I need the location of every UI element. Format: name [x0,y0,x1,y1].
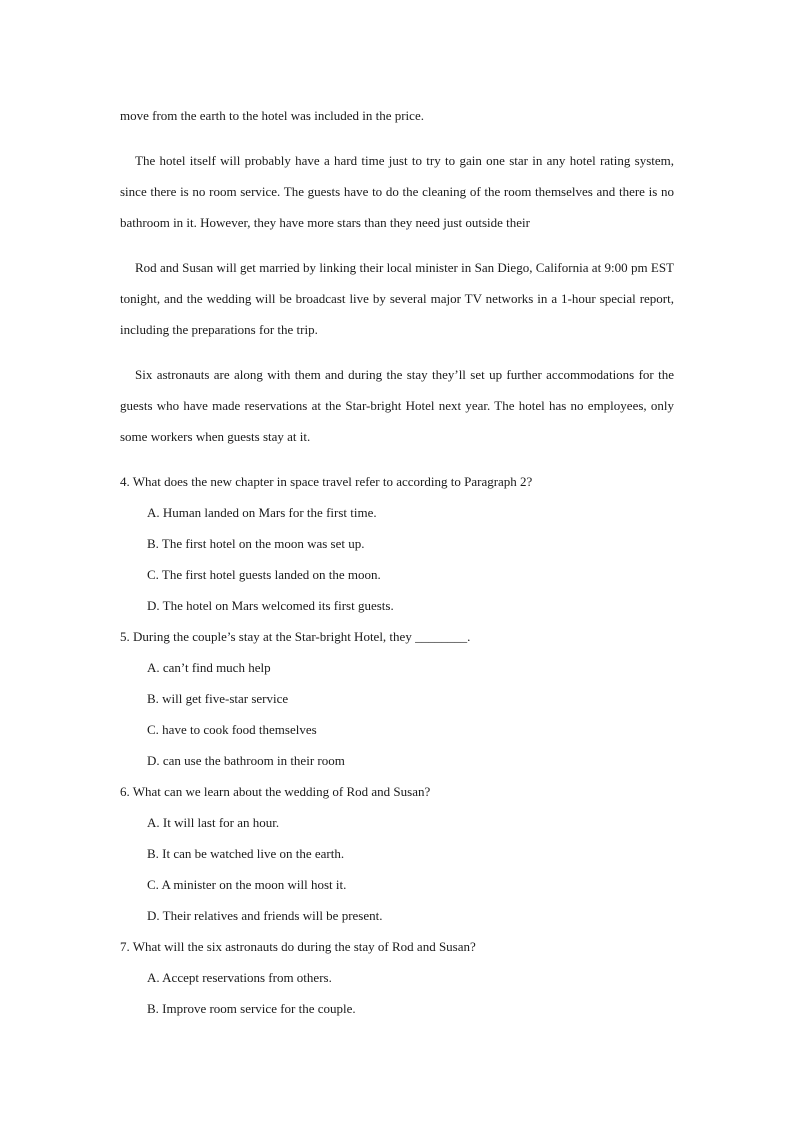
answer-option: A. can’t find much help [147,660,271,675]
answer-option: A. Human landed on Mars for the first time. [147,505,377,520]
answer-option: A. It will last for an hour. [147,815,280,830]
passage-paragraph: move from the earth to the hotel was included in the price. [120,108,424,123]
question-stem: 6. What can we learn about the wedding of Rod and Susan? [120,784,431,799]
question-stem: 4. What does the new chapter in space travel refer to according to Paragraph 2? [120,474,533,489]
question-6 [120,776,674,931]
document-page [120,100,674,1024]
question-list [120,466,674,1024]
passage-paragraph: The hotel itself will probably have a hard time just to try to gain one star in any hotel rating system, since there is no room service. The guests have to do the cleaning of the room themselves and there is no bathroom in it. However, they have more stars than they need just outside their [120,153,674,230]
answer-option: C. A minister on the moon will host it. [147,877,347,892]
passage-paragraph: Rod and Susan will get married by linking their local minister in San Diego, California at 9:00 pm EST tonight, and the wedding will be broadcast live by several major TV networks in a 1-hour special report, including the preparations for the trip. [120,260,674,337]
answer-option: A. Accept reservations from others. [147,970,332,985]
answer-option: C. have to cook food themselves [147,722,317,737]
answer-option: D. The hotel on Mars welcomed its first guests. [147,598,394,613]
answer-option: B. It can be watched live on the earth. [147,846,345,861]
answer-option: C. The first hotel guests landed on the moon. [147,567,381,582]
question-5 [120,621,674,776]
question-4 [120,466,674,621]
answer-option: B. The first hotel on the moon was set up. [147,536,365,551]
passage-paragraph: Six astronauts are along with them and during the stay they’ll set up further accommodations for the guests who have made reservations at the Star-bright Hotel next year. The hotel has no employees, only some workers when guests stay at it. [120,367,674,444]
answer-option: B. will get five-star service [147,691,289,706]
answer-option: B. Improve room service for the couple. [147,1001,356,1016]
reading-passage [120,100,674,452]
question-stem: 7. What will the six astronauts do during the stay of Rod and Susan? [120,939,476,954]
answer-option: D. Their relatives and friends will be present. [147,908,383,923]
answer-option: D. can use the bathroom in their room [147,753,345,768]
question-7 [120,931,674,1024]
question-stem: 5. During the couple’s stay at the Star-bright Hotel, they ________. [120,629,471,644]
